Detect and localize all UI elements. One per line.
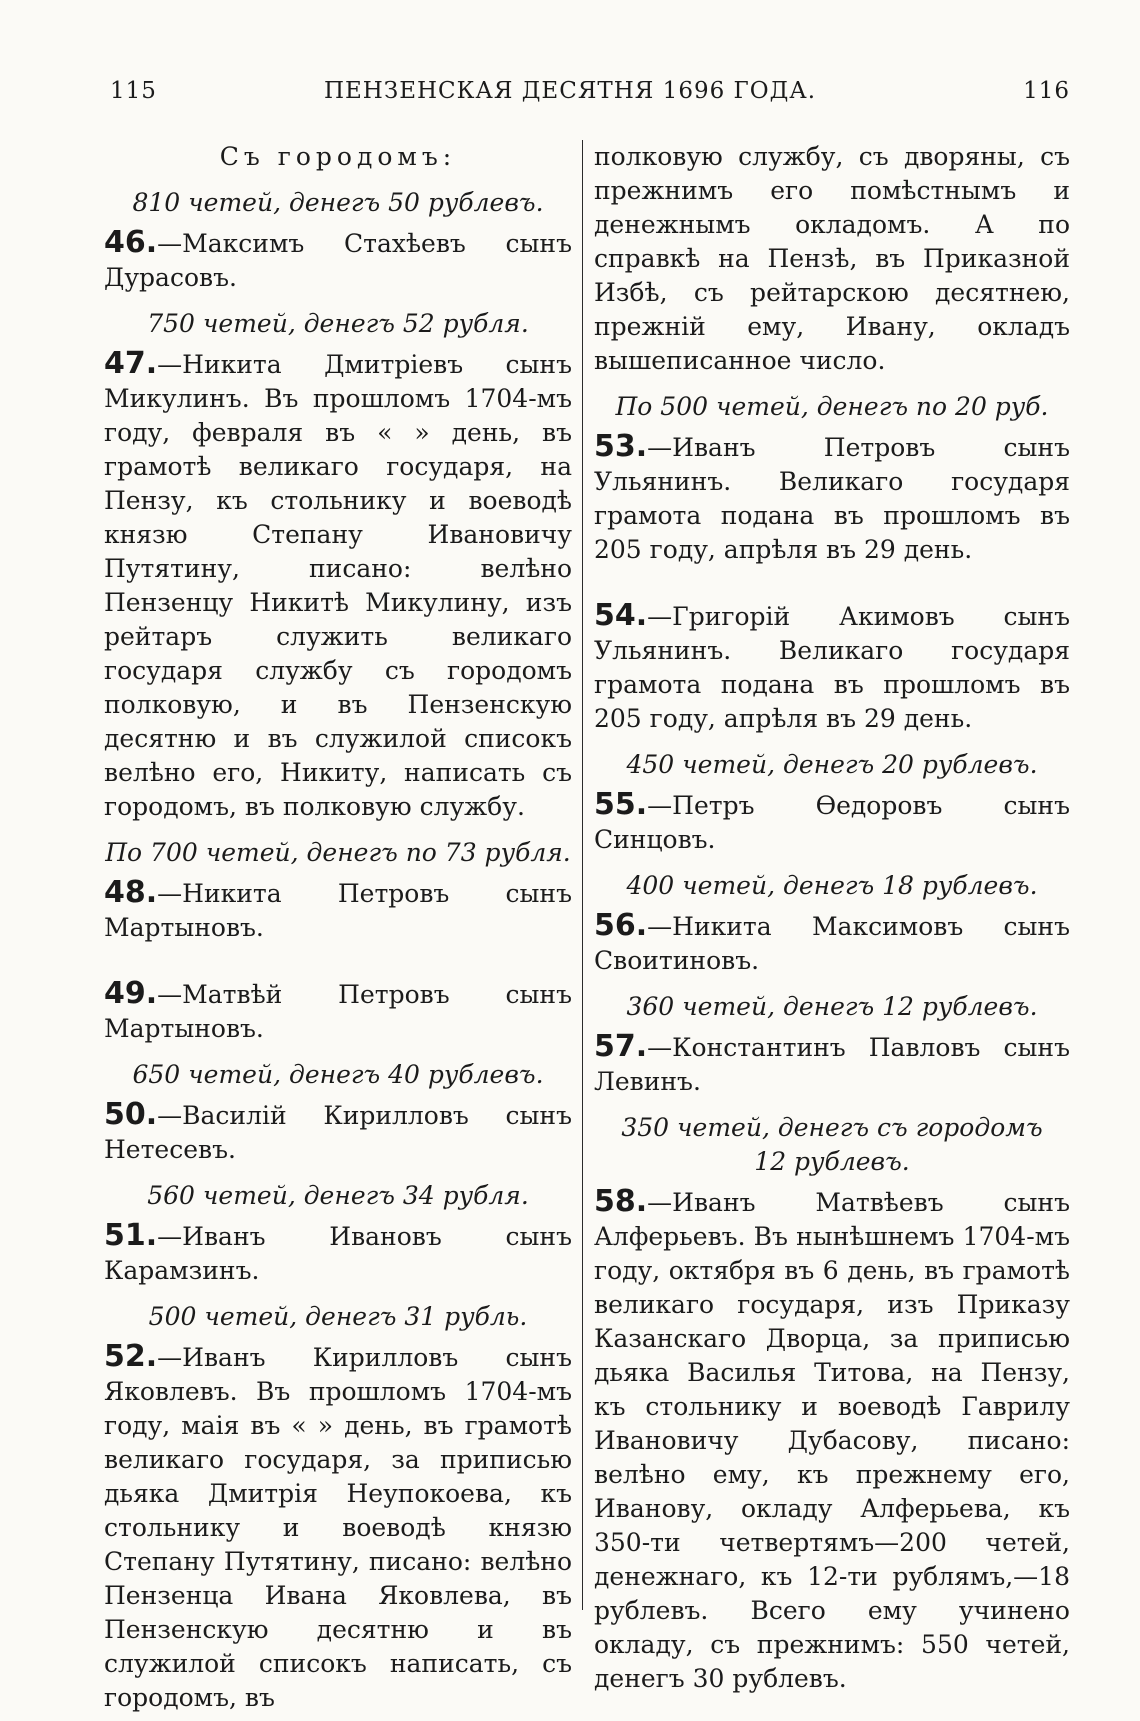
entry-55 [594,788,1070,857]
entry-57 [594,1030,1070,1099]
entry-text: —Василій Кирилловъ сынъ Нетесевъ. [104,1101,572,1164]
entry-number: 56. [594,908,648,943]
section-heading: Съ городомъ: [219,142,457,171]
spacer [104,951,572,977]
allotment-heading-line1: 350 четей, денегъ съ городомъ [621,1113,1043,1142]
allotment-heading: 450 четей, денегъ 20 рублевъ. [626,750,1038,779]
allotment-heading: 560 четей, денегъ 34 рубля. [147,1181,529,1210]
entry-number: 49. [104,976,158,1011]
entry-text: —Максимъ Стахѣевъ сынъ Дурасовъ. [104,229,572,292]
allotment-heading: 750 четей, денегъ 52 рубля. [147,309,529,338]
entry-53 [594,430,1070,567]
entry-text: —Петръ Өедоровъ сынъ Синцовъ. [594,791,1070,854]
entry-number: 58. [594,1184,648,1219]
entry-number: 57. [594,1029,648,1064]
column-divider [582,140,583,1610]
entry-text: —Григорій Акимовъ сынъ Ульянинъ. Великаго государя грамота подана въ прошломъ въ 205 году, апрѣля въ 29 день. [594,602,1070,733]
entry-text: —Матвѣй Петровъ сынъ Мартыновъ. [104,980,572,1043]
right-column [594,140,1070,1702]
allotment-heading: По 700 четей, денегъ по 73 рубля. [105,838,571,867]
allotment-heading: 360 четей, денегъ 12 рублевъ. [626,992,1038,1021]
entry-number: 54. [594,598,648,633]
spacer [594,573,1070,599]
left-column [104,140,572,1721]
entry-49 [104,977,572,1046]
entry-text: —Иванъ Кирилловъ сынъ Яковлевъ. Въ прошломъ 1704-мъ году, маія въ « » день, въ грамотѣ великаго государя, за приписью дьяка Дмитрія Неупокоева, къ стольнику и воеводѣ князю Степану Путятину, писано: велѣно Пензенца Ивана Яковлева, въ Пензенскую десятню и въ служилой списокъ написать, съ городомъ, въ [104,1343,572,1712]
entry-text: —Константинъ Павловъ сынъ Левинъ. [594,1033,1070,1096]
entry-number: 52. [104,1339,158,1374]
allotment-heading: 400 четей, денегъ 18 рублевъ. [626,871,1038,900]
entry-54 [594,599,1070,736]
allotment-heading: 650 четей, денегъ 40 рублевъ. [132,1060,544,1089]
entry-52-continued: полковую службу, съ дворяны, съ прежнимъ его помѣстнымъ и денежнымъ окладомъ. А по справкѣ на Пензѣ, въ Приказной Избѣ, съ рейтарскою десятнею, прежній ему, Ивану, окладъ вышеписанное число. [594,142,1070,375]
page-number-right: 116 [1023,78,1070,104]
entry-text: —Иванъ Петровъ сынъ Ульянинъ. Великаго государя грамота подана въ прошломъ въ 205 году, апрѣля въ 29 день. [594,433,1070,564]
entry-number: 53. [594,429,648,464]
allotment-heading [594,1111,1070,1179]
entry-text: —Иванъ Ивановъ сынъ Карамзинъ. [104,1222,572,1285]
entry-text: —Никита Петровъ сынъ Мартыновъ. [104,879,572,942]
entry-number: 55. [594,787,648,822]
allotment-heading: 500 четей, денегъ 31 рубль. [148,1302,528,1331]
allotment-heading: По 500 четей, денегъ по 20 руб. [615,392,1049,421]
entry-text: —Никита Дмитріевъ сынъ Микулинъ. Въ прошломъ 1704-мъ году, февраля въ « » день, въ грамотѣ великаго государя, на Пензу, къ стольнику и воеводѣ князю Степану Ивановичу Путятину, писано: велѣно Пензенцу Никитѣ Микулину, изъ рейтаръ служить великаго государя службу съ городомъ полковую, и въ Пензенскую десятню и въ служилой списокъ велѣно его, Никиту, написать съ городомъ, въ полковую службу. [104,350,572,821]
entry-48 [104,876,572,945]
page-number-left: 115 [110,78,157,104]
entry-number: 48. [104,875,158,910]
entry-46 [104,226,572,295]
entry-text: —Иванъ Матвѣевъ сынъ Алферьевъ. Въ нынѣшнемъ 1704-мъ году, октября въ 6 день, въ грамотѣ великаго государя, изъ Приказу Казанскаго Дворца, за приписью дьяка Василья Титова, на Пензу, къ стольнику и воеводѣ Гаврилу Ивановичу Дубасову, писано: велѣно ему, къ прежнему его, Иванову, окладу Алферьева, къ 350-ти четвертямъ—200 четей, денежнаго, къ 12-ти рублямъ,—18 рублевъ. Всего ему учинено окладу, съ прежнимъ: 550 четей, денегъ 30 рублевъ. [594,1188,1070,1693]
entry-number: 46. [104,225,158,260]
entry-51 [104,1219,572,1288]
entry-50 [104,1098,572,1167]
entry-number: 51. [104,1218,158,1253]
entry-56 [594,909,1070,978]
allotment-heading-line2: 12 рублевъ. [754,1147,910,1176]
entry-number: 47. [104,346,158,381]
running-title: ПЕНЗЕНСКАЯ ДЕСЯТНЯ 1696 ГОДА. [323,78,817,104]
entry-47 [104,347,572,824]
entry-58 [594,1185,1070,1696]
entry-52 [104,1340,572,1715]
entry-text: —Никита Максимовъ сынъ Своитиновъ. [594,912,1070,975]
allotment-heading: 810 четей, денегъ 50 рублевъ. [132,188,544,217]
entry-number: 50. [104,1097,158,1132]
